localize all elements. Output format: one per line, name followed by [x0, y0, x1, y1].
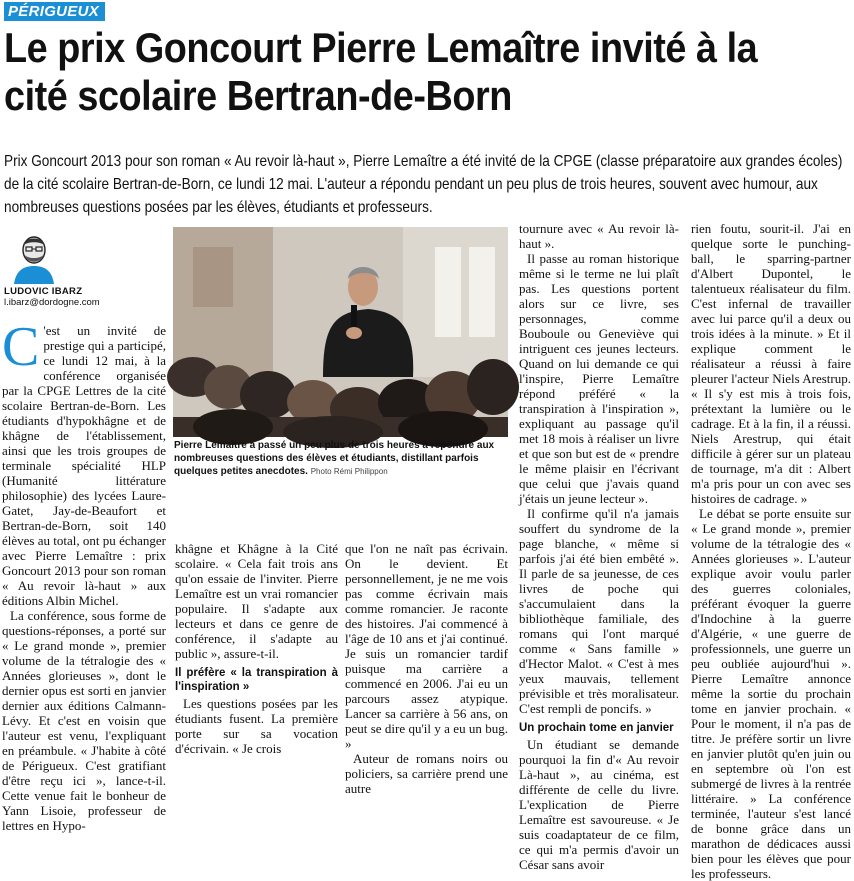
author-name: LUDOVIC IBARZ — [4, 286, 83, 297]
paragraph: Il confirme qu'il n'a jamais souffert du syndrome de la page blanche, « même si parfois j'ai été bien embêté ». Il parle de sa jeunesse, de ces livres de poche qui s'accumulaient dans la bibliothèque familiale, des romans qui l'ont marqué comme « Sans famille » d'Hector Malot. « C'est à mes yeux mauvais, tellement prévisible et très moralisateur. C'est rempli de poncifs. » — [519, 506, 679, 716]
author-email[interactable]: l.ibarz@dordogne.com — [4, 297, 100, 308]
paragraph: 'est un invité de prestige qui a participé, ce lundi 12 mai, à la conférence organisée par la CPGE Lettres de la cité scolaire Bertran-de-Born. Les étudiants d'hypokhâgne et de khâgne de l'établissement, ainsi que les trois groupes de terminale spécialité HLP (Humanité littérature philosophie) des lycées Laure-Gatet, Jay-de-Beaufort et Bertran-de-Born, soit 140 élèves au total, ont pu échanger avec Pierre Lemaître : prix Goncourt 2013 pour son roman « Au revoir là-haut » aux éditions Albin Michel. — [2, 323, 166, 608]
article-photo — [173, 227, 508, 437]
paragraph: Auteur de romans noirs ou policiers, sa carrière prend une autre — [345, 751, 508, 796]
paragraph: rien foutu, sourit-il. J'ai en quelque sorte le punching-ball, le sparring-partner d'Albert Dupontel, le talentueux réalisateur du film. C'est infernal de travailler avec lui parce qu'il a deux ou trois idées à la minute. » Et il explique comment le réalisateur a réussi à faire pleurer l'acteur Niels Arestrup. « Il s'y est mis à trois fois, prétextant la lumière ou le cadrage. Et à la fin, il a réussi. Niels Arestrup, qui était difficile à gérer sur un plateau de tournage, m'a dit : Albert m'a pris pour un con avec ses histoires de cadrage. » — [691, 221, 851, 506]
headline: Le prix Goncourt Pierre Lemaître invité à la cité scolaire Bertran-de-Born — [4, 24, 758, 119]
photo-scene — [173, 227, 508, 437]
paragraph: Les questions posées par les étudiants fusent. La première porte sur sa vocation d'écrivain. « Je crois — [175, 696, 338, 756]
photo-credit: Photo Rémi Philippon — [310, 467, 388, 476]
paragraph: Le débat se porte ensuite sur « Le grand monde », premier volume de la tétralogie des « Années glorieuses ». L'auteur explique avoir voulu parler des guerres coloniales, préférant évoquer la guerre d'Indochine à la guerre d'Algérie, « une guerre de professionnels, une guerre un peu oubliée aujourd'hui ». Pierre Lemaître annonce même la sortie du prochain tome en janvier prochain. « Pour le moment, il n'a pas de titre. Je préfère sortir un livre en janvier plutôt qu'en juin ou en septembre où l'on est submergé de livres à la rentrée littéraire. » La conférence terminée, l'auteur s'est lancé de bonne grâce dans un marathon de dédicaces aussi bien pour les élèves que pour les professeurs. — [691, 506, 851, 881]
paragraph: tournure avec « Au revoir là-haut ». — [519, 221, 679, 251]
paragraph: khâgne et Khâgne à la Cité scolaire. « Cela fait trois ans qu'on essaie de l'inviter. Pierre Lemaître est un vrai romancier populaire. Il s'adapte aux lecteurs et dans ce genre de conférence, il s'adapte au public », assure-t-il. — [175, 541, 338, 661]
paragraph: Un étudiant se demande pourquoi la fin d'« Au revoir Là-haut », au cinéma, est différente de celle du livre. L'explication de Pierre Lemaître est savoureuse. « Je suis coadaptateur de ce film, ce qui m'a permis d'avoir un César sans avoir — [519, 737, 679, 872]
drop-cap: C — [2, 316, 40, 378]
subheading: Il préfère « la transpiration à l'inspiration » — [175, 667, 338, 693]
paragraph: Il passe au roman historique même si le terme ne lui plaît pas. Les questions portent alors sur ce livre, ses personnages, comme Bouboule ou Geneviève qui intriguent ces jeunes lecteurs. Quand on lui demande ce qui l'inspire, Pierre Lemaître répond préféré « la transpiration à l'inspiration », expliquant au passage qu'il met 18 mois à réaliser un livre et que son but est de « prendre le même plaisir en l'écrivant que celui que j'avais quand j'étais un jeune lecteur ». — [519, 251, 679, 506]
paragraph: que l'on ne naît pas écrivain. On le devient. Et personnellement, je ne me vois pas comme écrivain mais comme romancier. Je raconte des histoires. J'ai commencé à l'âge de 10 ans et j'ai continué. Je suis un romancier tardif puisque ma carrière a commencé en 2006. J'ai eu un parcours assez atypique. Lancer sa carrière à 56 ans, on peut se dire qu'il y a eu un bug. » — [345, 541, 508, 751]
caption-text: Pierre Lemaître a passé un peu plus de trois heures à répondre aux nombreuses questions des élèves et étudiants, distillant parfois quelques petites anecdotes. — [174, 440, 495, 477]
paragraph: La conférence, sous forme de questions-réponses, a porté sur « Le grand monde », premier volume de la tétralogie des « Années glorieuses », dont le dernier opus est sorti en janvier dernier aux éditions Calmann-Lévy. Et c'est en voisin que l'auteur est venu, l'expliquant en préambule. « J'habite à côté de Périgueux. C'est gratifiant d'être reçu ici », lance-t-il. Cette venue fait le bonheur de Yann Lisoie, professeur de lettres en Hypo- — [2, 608, 166, 833]
standfirst: Prix Goncourt 2013 pour son roman « Au revoir là-haut », Pierre Lemaître a été invité de la CPGE (classe préparatoire aux grandes écoles) de la cité scolaire Bertran-de-Born, ce lundi 12 mai. L'auteur a répondu pendant un peu plus de trois heures, souvent avec humour, aux nombreuses questions posées par les élèves, étudiants et professeurs. — [4, 153, 843, 216]
photo-caption — [174, 439, 508, 478]
article-column-1 — [2, 316, 166, 833]
article-column-4 — [519, 221, 679, 872]
author-portrait-icon — [12, 228, 56, 284]
article-column-5 — [691, 221, 851, 881]
subheading: Un prochain tome en janvier — [519, 722, 674, 734]
article-column-3 — [345, 541, 508, 796]
section-kicker: PÉRIGUEUX — [4, 2, 105, 21]
article-column-2 — [175, 541, 338, 756]
